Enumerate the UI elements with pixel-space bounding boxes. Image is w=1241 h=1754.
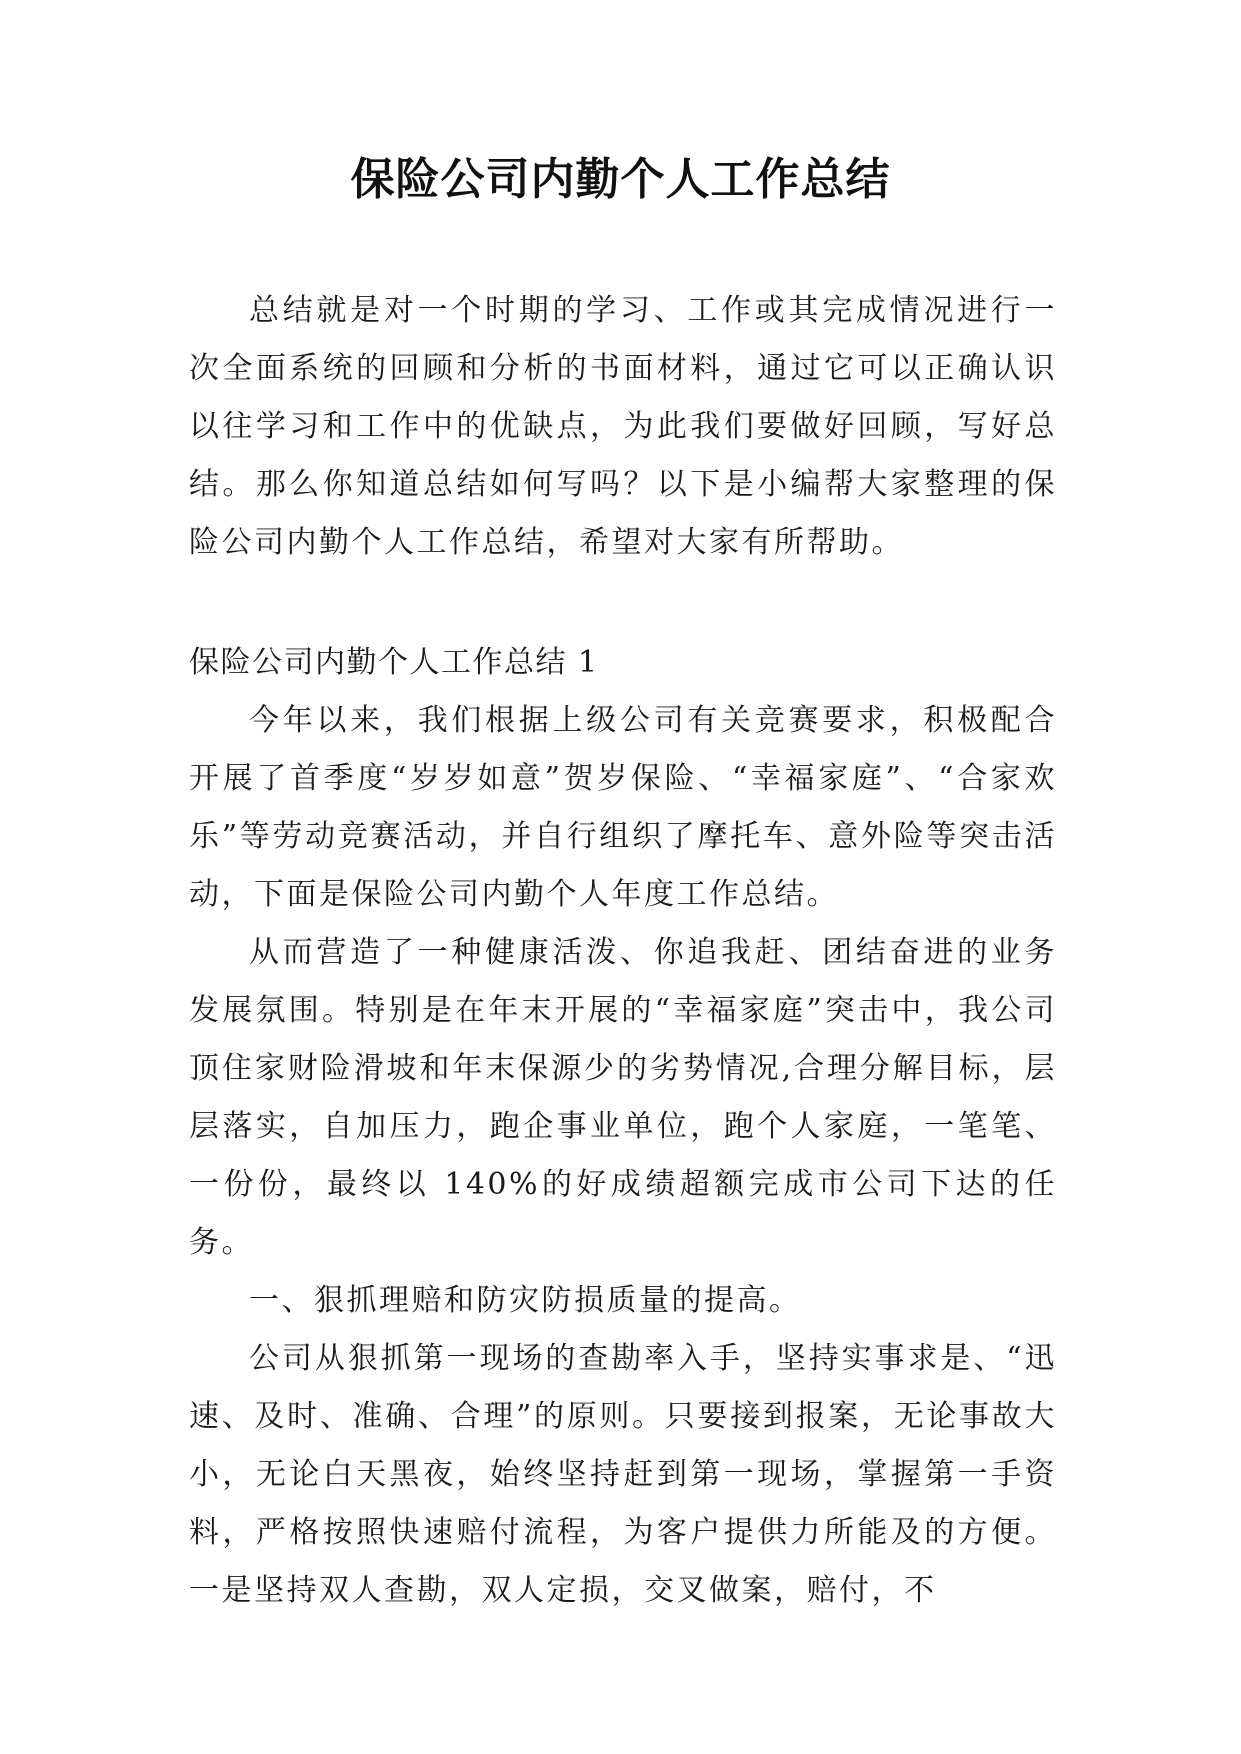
document-title: 保险公司内勤个人工作总结 <box>350 154 891 205</box>
body-paragraph: 今年以来，我们根据上级公司有关竞赛要求，积极配合开展了首季度“岁岁如意”贺岁保险、“幸福家庭”、“合家欢乐”等劳动竞赛活动，并自行组织了摩托车、意外险等突击活动，下面是保险公司内勤个人年度工作总结。 <box>189 703 1057 912</box>
intro-block <box>189 282 1057 572</box>
section-heading: 保险公司内勤个人工作总结 1 <box>189 645 599 680</box>
body-paragraph: 公司从狠抓第一现场的查勘率入手，坚持实事求是、“迅速、及时、准确、合理”的原则。只要接到报案，无论事故大小，无论白天黑夜，始终坚持赶到第一现场，掌握第一手资料，严格按照快速赔付流程，为客户提供力所能及的方便。一是坚持双人查勘，双人定损，交叉做案，赔付，不 <box>189 1341 1057 1608</box>
subheading-paragraph: 一、狠抓理赔和防灾防损质量的提高。 <box>249 1283 802 1318</box>
body-paragraph: 从而营造了一种健康活泼、你追我赶、团结奋进的业务发展氛围。特别是在年末开展的“幸福家庭”突击中，我公司顶住家财险滑坡和年末保源少的劣势情况,合理分解目标，层层落实，自加压力，跑企事业单位，跑个人家庭，一笔笔、一份份，最终以 140%的好成绩超额完成市公司下达的任务。 <box>189 935 1057 1260</box>
intro-paragraph: 总结就是对一个时期的学习、工作或其完成情况进行一次全面系统的回顾和分析的书面材料，通过它可以正确认识以往学习和工作中的优缺点，为此我们要做好回顾，写好总结。那么你知道总结如何写吗？以下是小编帮大家整理的保险公司内勤个人工作总结，希望对大家有所帮助。 <box>189 293 1057 560</box>
section-block <box>189 634 1057 1620</box>
